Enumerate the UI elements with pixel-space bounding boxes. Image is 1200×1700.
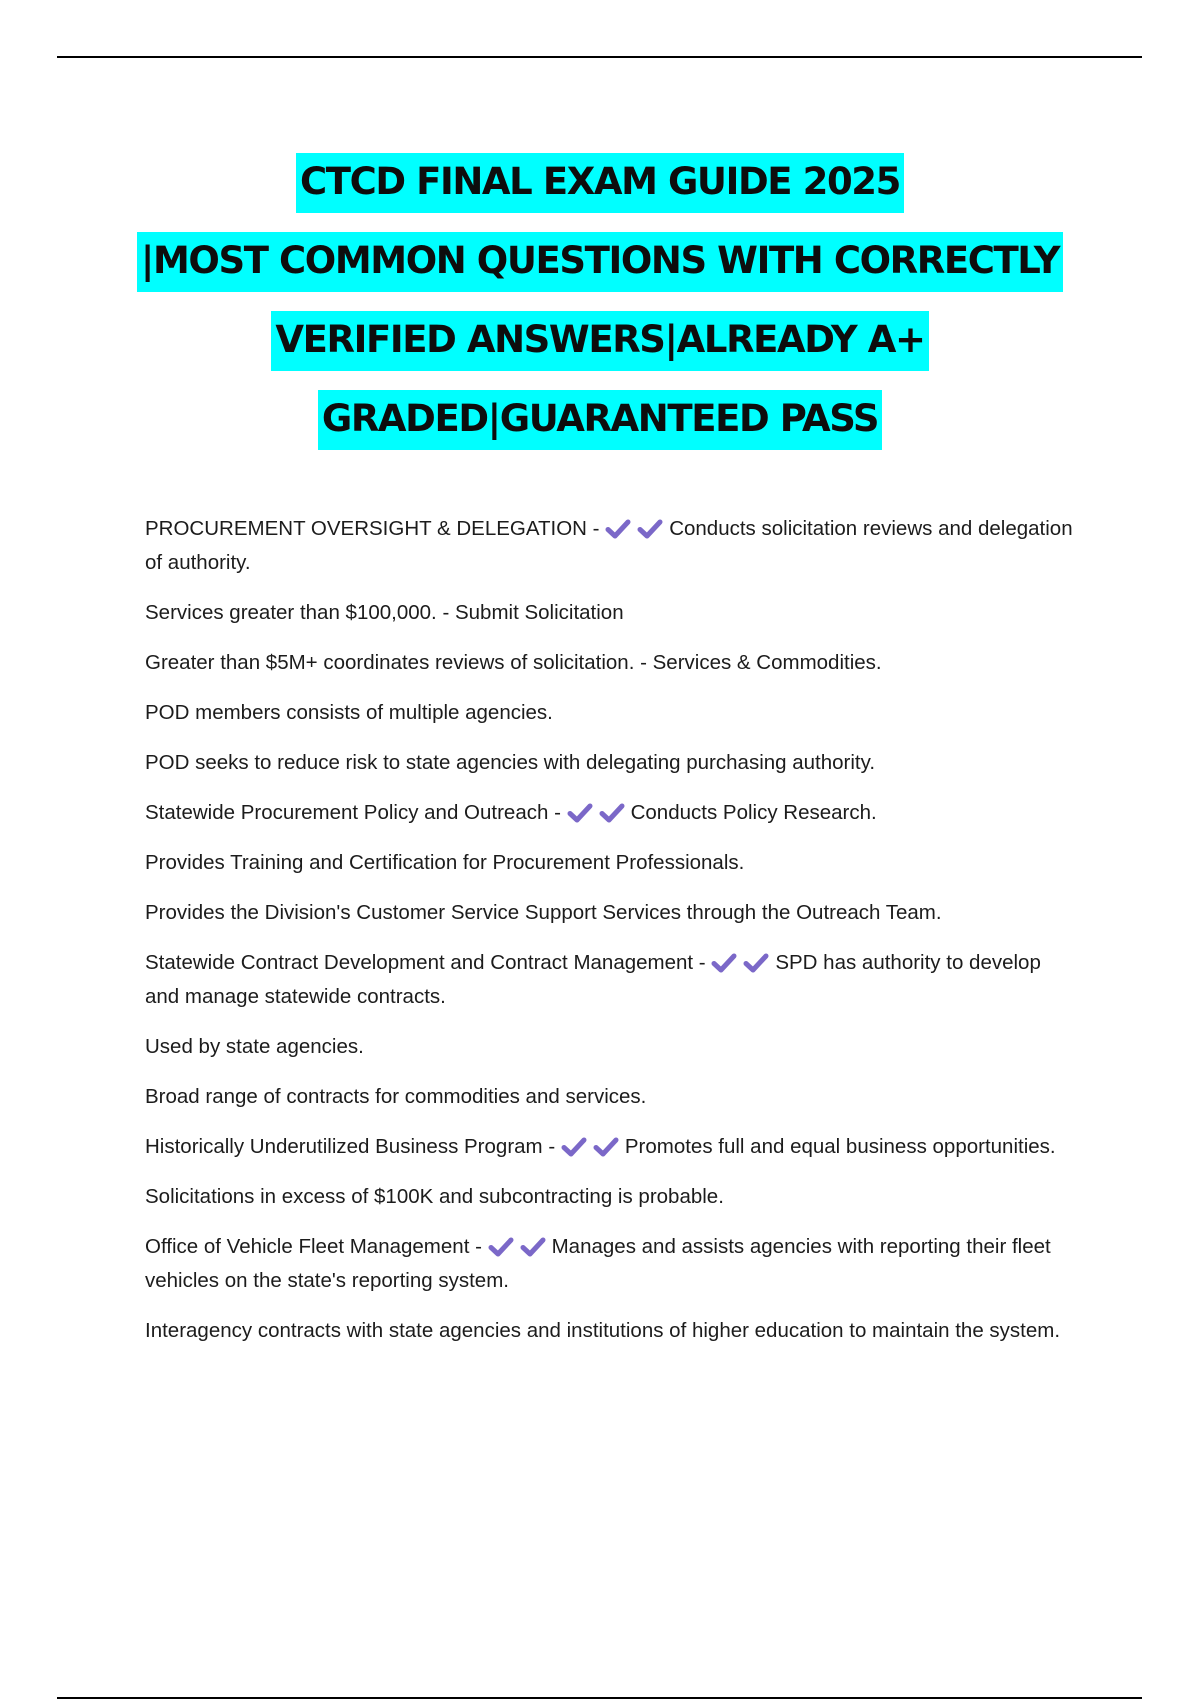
answer-text: Conducts Policy Research.: [630, 801, 877, 824]
title-line: |MOST COMMON QUESTIONS WITH CORRECTLY: [137, 232, 1063, 292]
qa-entry: [145, 746, 1080, 780]
statement-text: Greater than $5M+ coordinates reviews of solicitation. - Services & Commodities.: [145, 651, 882, 674]
qa-entry: [145, 512, 1080, 580]
check-mark-icon: [599, 802, 631, 824]
title-line: GRADED|GUARANTEED PASS: [318, 390, 882, 450]
statement-text: POD seeks to reduce risk to state agencies with delegating purchasing authority.: [145, 751, 876, 774]
check-mark-icon: [567, 802, 599, 824]
qa-entry: [145, 1314, 1080, 1348]
top-rule: [57, 56, 1142, 58]
question-term: Statewide Procurement Policy and Outreach -: [145, 801, 567, 824]
title-line: CTCD FINAL EXAM GUIDE 2025: [296, 153, 904, 213]
check-mark-icon: [711, 952, 743, 974]
qa-entry: [145, 896, 1080, 930]
question-term: Historically Underutilized Business Program -: [145, 1135, 561, 1158]
check-mark-icon: [637, 518, 669, 540]
statement-text: Provides Training and Certification for Procurement Professionals.: [145, 851, 745, 874]
title-line: VERIFIED ANSWERS|ALREADY A+: [271, 311, 928, 371]
check-mark-icon: [743, 952, 775, 974]
qa-entry: [145, 646, 1080, 680]
qa-entry: [145, 1030, 1080, 1064]
qa-entry: [145, 796, 1080, 830]
answer-text: Manages and assists agencies with reporting their fleet vehicles on the state's reporting system.: [145, 1235, 1051, 1292]
question-term: PROCUREMENT OVERSIGHT & DELEGATION -: [145, 517, 606, 540]
qa-entry: [145, 1180, 1080, 1214]
statement-text: Provides the Division's Customer Service Support Services through the Outreach Team.: [145, 901, 942, 924]
question-term: Statewide Contract Development and Contract Management -: [145, 951, 712, 974]
document-title: [100, 142, 1100, 458]
check-mark-icon: [488, 1236, 520, 1258]
statement-text: Solicitations in excess of $100K and subcontracting is probable.: [145, 1185, 724, 1208]
statement-text: POD members consists of multiple agencies.: [145, 701, 553, 724]
qa-list: [145, 512, 1080, 1364]
answer-text: Promotes full and equal business opportunities.: [624, 1135, 1056, 1158]
answer-text: Conducts solicitation reviews and delegation of authority.: [145, 517, 1073, 574]
answer-text: SPD has authority to develop and manage statewide contracts.: [145, 951, 1041, 1008]
statement-text: Interagency contracts with state agencies and institutions of higher education to maintain the system.: [145, 1319, 1061, 1342]
check-mark-icon: [520, 1236, 552, 1258]
qa-entry: [145, 696, 1080, 730]
check-mark-icon: [605, 518, 637, 540]
check-mark-icon: [561, 1136, 593, 1158]
statement-text: Used by state agencies.: [145, 1035, 364, 1058]
qa-entry: [145, 1080, 1080, 1114]
qa-entry: [145, 1130, 1080, 1164]
statement-text: Services greater than $100,000. - Submit Solicitation: [145, 601, 624, 624]
qa-entry: [145, 596, 1080, 630]
qa-entry: [145, 946, 1080, 1014]
qa-entry: [145, 846, 1080, 880]
question-term: Office of Vehicle Fleet Management -: [145, 1235, 488, 1258]
bottom-rule: [57, 1697, 1142, 1699]
check-mark-icon: [593, 1136, 625, 1158]
statement-text: Broad range of contracts for commodities and services.: [145, 1085, 647, 1108]
qa-entry: [145, 1230, 1080, 1298]
